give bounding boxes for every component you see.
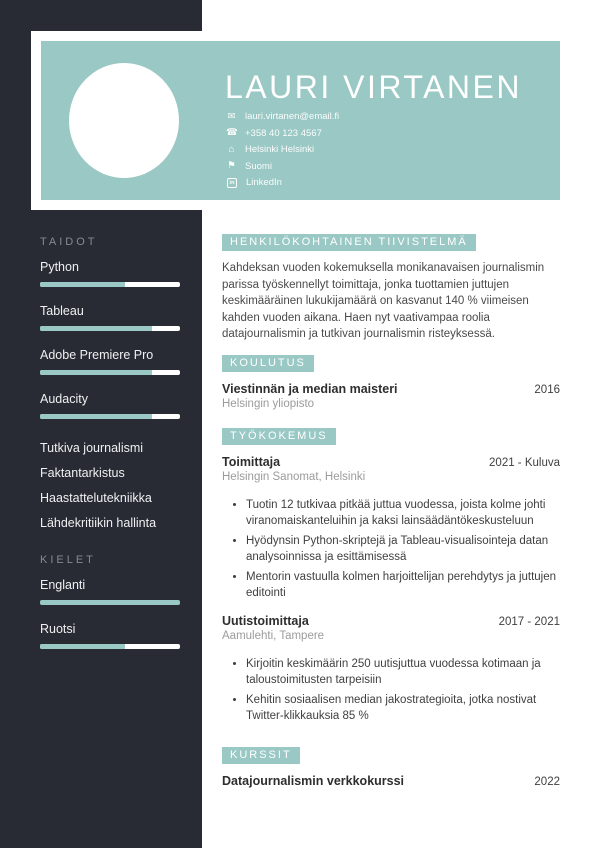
- job-bullet: • Kirjoitin keskimäärin 250 uutisjuttua vuodessa kotimaan ja taloustoimitusten tarpeisiin: [246, 656, 560, 688]
- skill-label: Tableau: [40, 304, 84, 318]
- job-date: 2017 - 2021: [498, 615, 560, 628]
- school-name: Helsingin yliopisto: [222, 397, 315, 410]
- skill-label: Audacity: [40, 392, 88, 406]
- language-label: Englanti: [40, 578, 86, 592]
- summary-text: Kahdeksan vuoden kokemuksella monikanavaisen journalismin parissa työskennellyt toimittaja, jonka tuottamien juttujen keskimääräinen lukukijamäärä on kasvanut 140 % viimeisen kahden vuoden aikana. Haen nyt vaativampaa roolia datajournalismin ja tutkivan journalismin risteyksessä.: [222, 262, 545, 340]
- language-bar-item: [40, 622, 180, 649]
- experience-section-chip: TYÖKOKEMUS: [222, 428, 336, 445]
- education-date: 2016: [534, 383, 560, 396]
- skill-progress-track: [40, 414, 180, 419]
- degree-title: Viestinnän ja median maisteri: [222, 381, 398, 396]
- skill-bar-item: [40, 348, 180, 375]
- courses-section-chip: KURSSIT: [222, 747, 300, 764]
- contact-country-text: Suomi: [245, 160, 272, 172]
- language-progress-track: [40, 644, 180, 649]
- skill-bar-item: [40, 392, 180, 419]
- skill-progress-track: [40, 326, 180, 331]
- contact-linkedin-text: LinkedIn: [246, 177, 282, 188]
- list-item: Faktantarkistus: [40, 466, 125, 480]
- job-bullet-list: [222, 656, 560, 724]
- language-progress-fill: [40, 644, 125, 649]
- skill-bar-item: [40, 260, 180, 287]
- summary-section-chip: HENKILÖKOHTAINEN TIIVISTELMÄ: [222, 234, 476, 251]
- course-entry-head: [222, 774, 560, 788]
- linkedin-icon: in: [227, 178, 237, 188]
- language-progress-fill: [40, 600, 180, 605]
- education-section-chip: KOULUTUS: [222, 355, 314, 372]
- education-entry-head: [222, 382, 560, 396]
- course-title: Datajournalismin verkkokurssi: [222, 773, 405, 788]
- job-employer: Helsingin Sanomat, Helsinki: [222, 470, 366, 483]
- course-date: 2022: [534, 775, 560, 788]
- skill-label: Adobe Premiere Pro: [40, 348, 154, 362]
- language-bar-item: [40, 578, 180, 605]
- education-entry: [222, 382, 560, 410]
- page-title: LAURI VIRTANEN: [225, 69, 522, 105]
- job-employer: Aamulehti, Tampere: [222, 629, 325, 642]
- contact-location-text: Helsinki Helsinki: [245, 144, 315, 155]
- job-bullet: • Tuotin 12 tutkivaa pitkää juttua vuodessa, joista kolme johti viranomaiskanteluihin ja kaksi lainsäädäntökeskusteluun: [246, 497, 560, 529]
- job-title: Uutistoimittaja: [222, 613, 309, 628]
- experience-entry-head: [222, 455, 560, 469]
- experience-entry-head: [222, 614, 560, 628]
- course-entry: [222, 774, 560, 788]
- email-icon: ✉: [227, 110, 236, 122]
- skill-progress-fill: [40, 370, 152, 375]
- language-progress-track: [40, 600, 180, 605]
- experience-entry: [222, 614, 560, 724]
- job-bullet: • Mentorin vastuulla kolmen harjoittelijan perehdytys ja juttujen editointi: [246, 569, 560, 601]
- phone-icon: ☎: [226, 127, 238, 138]
- list-item: Lähdekritiikin hallinta: [40, 516, 157, 530]
- skill-progress-fill: [40, 414, 152, 419]
- avatar: [69, 63, 179, 178]
- languages-section-title: KIELET: [40, 554, 96, 566]
- skill-label: Python: [40, 260, 79, 274]
- skill-bar-item: [40, 304, 180, 331]
- job-bullet: • Hyödynsin Python-skriptejä ja Tableau-visualisointeja datan analysoinnissa ja esittämisessä: [246, 533, 560, 565]
- job-date: 2021 - Kuluva: [489, 456, 560, 469]
- flag-icon: ⚑: [227, 160, 236, 171]
- list-item: Haastattelutekniikka: [40, 491, 152, 505]
- skill-progress-track: [40, 282, 180, 287]
- skill-progress-fill: [40, 326, 152, 331]
- job-bullet-list: [222, 497, 560, 601]
- experience-entry: [222, 455, 560, 601]
- language-label: Ruotsi: [40, 622, 76, 636]
- skills-plain-list: [40, 441, 180, 530]
- main-column: [222, 0, 560, 788]
- home-icon: ⌂: [228, 143, 235, 155]
- job-title: Toimittaja: [222, 454, 281, 469]
- skill-progress-fill: [40, 282, 125, 287]
- skills-section-title: TAIDOT: [40, 236, 98, 248]
- contact-phone-text: +358 40 123 4567: [245, 127, 322, 139]
- contact-email-text: lauri.virtanen@email.fi: [245, 111, 340, 122]
- job-bullet: • Kehitin sosiaalisen median jakostrategioita, jotka nostivat Twitter-klikkauksia 85 %: [246, 692, 560, 724]
- skill-progress-track: [40, 370, 180, 375]
- list-item: Tutkiva journalismi: [40, 441, 144, 455]
